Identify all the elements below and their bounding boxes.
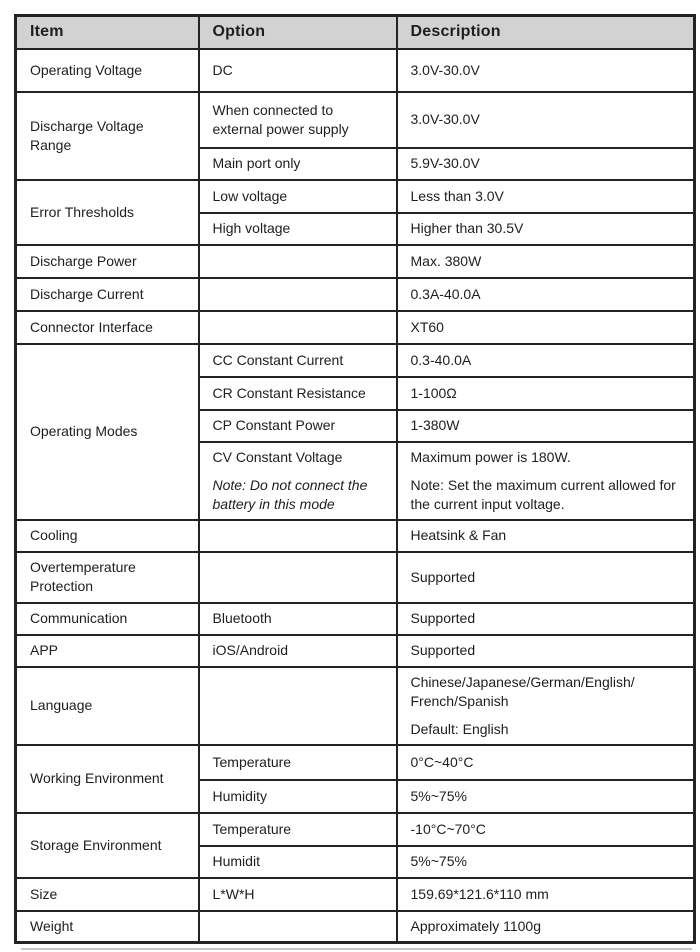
cell-option	[199, 635, 397, 667]
option-text: iOS/Android	[212, 642, 288, 658]
description-text: 3.0V-30.0V	[410, 61, 480, 78]
cell-option	[199, 520, 397, 552]
description-text: XT60	[410, 318, 444, 335]
cell-option	[199, 344, 397, 377]
cell-description	[397, 92, 695, 148]
header-row	[16, 16, 695, 49]
cell-item: Size	[16, 878, 199, 911]
cell-option	[199, 780, 397, 813]
spec-table	[14, 14, 696, 944]
cell-description	[397, 745, 695, 780]
description-text	[411, 673, 682, 711]
option-text: L*W*H	[212, 885, 255, 902]
cell-option	[199, 410, 397, 442]
description-text: 3.0V-30.0V	[410, 111, 480, 127]
column-header-description: Description	[397, 16, 695, 49]
cell-description	[397, 410, 695, 442]
cell-description	[397, 311, 695, 344]
description-text: Max. 380W	[410, 252, 482, 269]
cell-option	[199, 278, 397, 311]
description-text: 0°C~40°C	[410, 753, 474, 770]
cell-description	[397, 442, 695, 520]
cell-description	[397, 377, 695, 410]
table-row	[16, 813, 695, 846]
cell-item: Discharge Current	[16, 278, 199, 311]
cell-description	[397, 635, 695, 667]
description-text: Maximum power is 180W.	[410, 448, 571, 465]
cell-option	[199, 148, 397, 180]
option-text: DC	[212, 61, 233, 78]
option-text: CC Constant Current	[212, 351, 344, 368]
description-text: Note: Set the maximum current allowed for the current input voltage.	[410, 476, 676, 512]
cell-item: Cooling	[16, 520, 199, 552]
cell-description	[397, 552, 695, 603]
description-line: French/Spanish	[410, 692, 509, 709]
cell-item: Connector Interface	[16, 311, 199, 344]
description-text: -10°C~70°C	[410, 820, 486, 837]
table-row	[16, 745, 695, 780]
table-row	[16, 92, 695, 148]
cell-description	[397, 667, 695, 745]
cell-item: Language	[16, 667, 199, 745]
cell-option	[199, 180, 397, 213]
table-row	[16, 520, 695, 552]
table-row	[16, 180, 695, 213]
cell-option	[199, 552, 397, 603]
column-header-item: Item	[16, 16, 199, 49]
table-row	[16, 603, 695, 635]
cell-description	[397, 148, 695, 180]
cell-option	[199, 245, 397, 278]
table-row	[16, 911, 695, 943]
option-text: Low voltage	[212, 187, 288, 204]
option-text: CV Constant Voltage	[212, 448, 343, 465]
cell-option	[199, 311, 397, 344]
table-row	[16, 635, 695, 667]
table-row	[16, 667, 695, 745]
cell-description	[397, 213, 695, 245]
cell-option	[199, 878, 397, 911]
option-text: CP Constant Power	[212, 417, 336, 433]
cell-description	[397, 813, 695, 846]
table-row	[16, 278, 695, 311]
cell-item: Error Thresholds	[16, 180, 199, 245]
option-text: Temperature	[212, 753, 292, 770]
cell-item: Discharge Voltage Range	[16, 92, 199, 180]
cell-item: Discharge Power	[16, 245, 199, 278]
option-text: Note: Do not connect the battery in this mode	[212, 476, 368, 512]
cell-option	[199, 603, 397, 635]
description-text: 0.3A-40.0A	[410, 285, 481, 302]
cell-option	[199, 213, 397, 245]
option-text: Humidity	[212, 787, 267, 804]
cell-description	[397, 344, 695, 377]
cell-option	[199, 745, 397, 780]
cell-option	[199, 813, 397, 846]
table-shadow	[21, 948, 692, 950]
table-row	[16, 344, 695, 377]
cell-item: Communication	[16, 603, 199, 635]
option-text: High voltage	[212, 220, 291, 236]
cell-description	[397, 520, 695, 552]
table-row	[16, 245, 695, 278]
column-header-option: Option	[199, 16, 397, 49]
description-text: Higher than 30.5V	[410, 220, 524, 236]
cell-description	[397, 846, 695, 878]
option-text: CR Constant Resistance	[212, 384, 366, 401]
cell-item: Working Environment	[16, 745, 199, 813]
description-text: 5.9V-30.0V	[410, 155, 480, 171]
cell-description	[397, 278, 695, 311]
cell-item: Overtemperature Protection	[16, 552, 199, 603]
cell-option	[199, 49, 397, 92]
description-text: Supported	[410, 610, 476, 626]
cell-item: APP	[16, 635, 199, 667]
cell-item: Operating Modes	[16, 344, 199, 520]
cell-description	[397, 780, 695, 813]
cell-option	[199, 377, 397, 410]
description-text: 1-380W	[410, 417, 460, 433]
option-text: Humidit	[212, 853, 260, 869]
table-row	[16, 552, 695, 603]
cell-option	[199, 667, 397, 745]
cell-description	[397, 911, 695, 943]
description-text: 0.3-40.0A	[410, 351, 472, 368]
option-text: Main port only	[212, 155, 301, 171]
cell-item: Weight	[16, 911, 199, 943]
option-text: Bluetooth	[212, 610, 272, 626]
cell-description	[397, 878, 695, 911]
description-text: Supported	[410, 568, 476, 585]
option-text: Temperature	[212, 820, 292, 837]
table-row	[16, 311, 695, 344]
cell-option	[199, 911, 397, 943]
cell-option	[199, 92, 397, 148]
description-text: 159.69*121.6*110 mm	[410, 885, 549, 902]
description-text: Approximately 1100g	[410, 917, 541, 934]
cell-option	[199, 846, 397, 878]
cell-description	[397, 180, 695, 213]
cell-description	[397, 245, 695, 278]
description-text: 5%~75%	[410, 787, 467, 804]
description-text: Supported	[410, 642, 476, 658]
description-text: Default: English	[410, 720, 509, 737]
table-row	[16, 49, 695, 92]
cell-option	[199, 442, 397, 520]
table-row	[16, 878, 695, 911]
description-text: Less than 3.0V	[410, 187, 504, 204]
cell-description	[397, 603, 695, 635]
option-text: When connected to external power supply	[212, 101, 349, 137]
cell-item: Storage Environment	[16, 813, 199, 878]
cell-item: Operating Voltage	[16, 49, 199, 92]
description-text: Heatsink & Fan	[410, 527, 507, 543]
description-text: 5%~75%	[410, 853, 467, 869]
description-line: Chinese/Japanese/German/English/	[410, 673, 635, 690]
description-text: 1-100Ω	[410, 384, 457, 401]
cell-description	[397, 49, 695, 92]
